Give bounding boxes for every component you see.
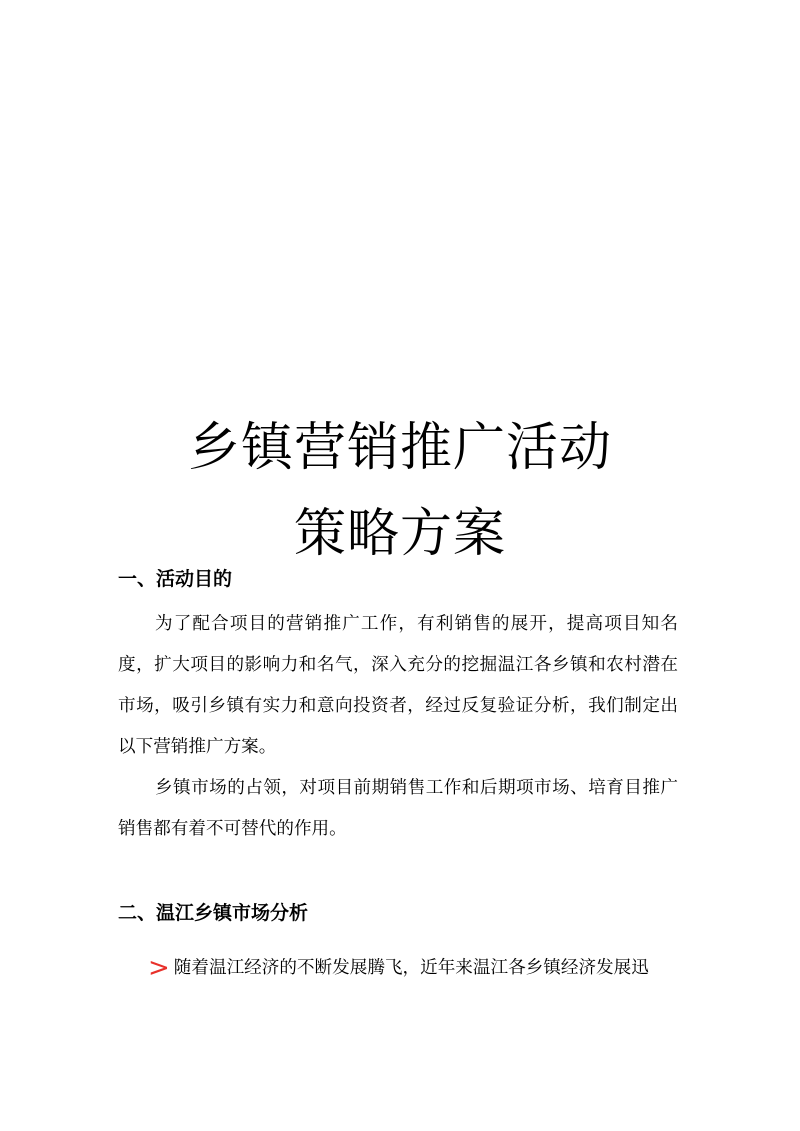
section-paragraph: 乡镇市场的占领，对项目前期销售工作和后期项市场、培育目推广销售都有着不可替代的作用。 — [118, 778, 678, 839]
document-title-line-2: 策略方案 — [293, 504, 506, 564]
document-title-line-1: 乡镇营销推广活动 — [187, 418, 612, 478]
bullet-item — [148, 950, 649, 986]
section-heading-purpose: 一、活动目的 — [118, 568, 233, 590]
chevron-right-icon: > — [148, 953, 170, 983]
section-heading-market-analysis: 二、温江乡镇市场分析 — [118, 902, 309, 924]
section-paragraph: 为了配合项目的营销推广工作，有利销售的展开，提高项目知名度，扩大项目的影响力和名气，深入充分的挖掘温江各乡镇和农村潜在市场，吸引乡镇有实力和意向投资者，经过反复验证分析，我们制定出以下营销推广方案。 — [118, 614, 678, 757]
bullet-text: 随着温江经济的不断发展腾飞，近年来温江各乡镇经济发展迅 — [173, 958, 649, 978]
